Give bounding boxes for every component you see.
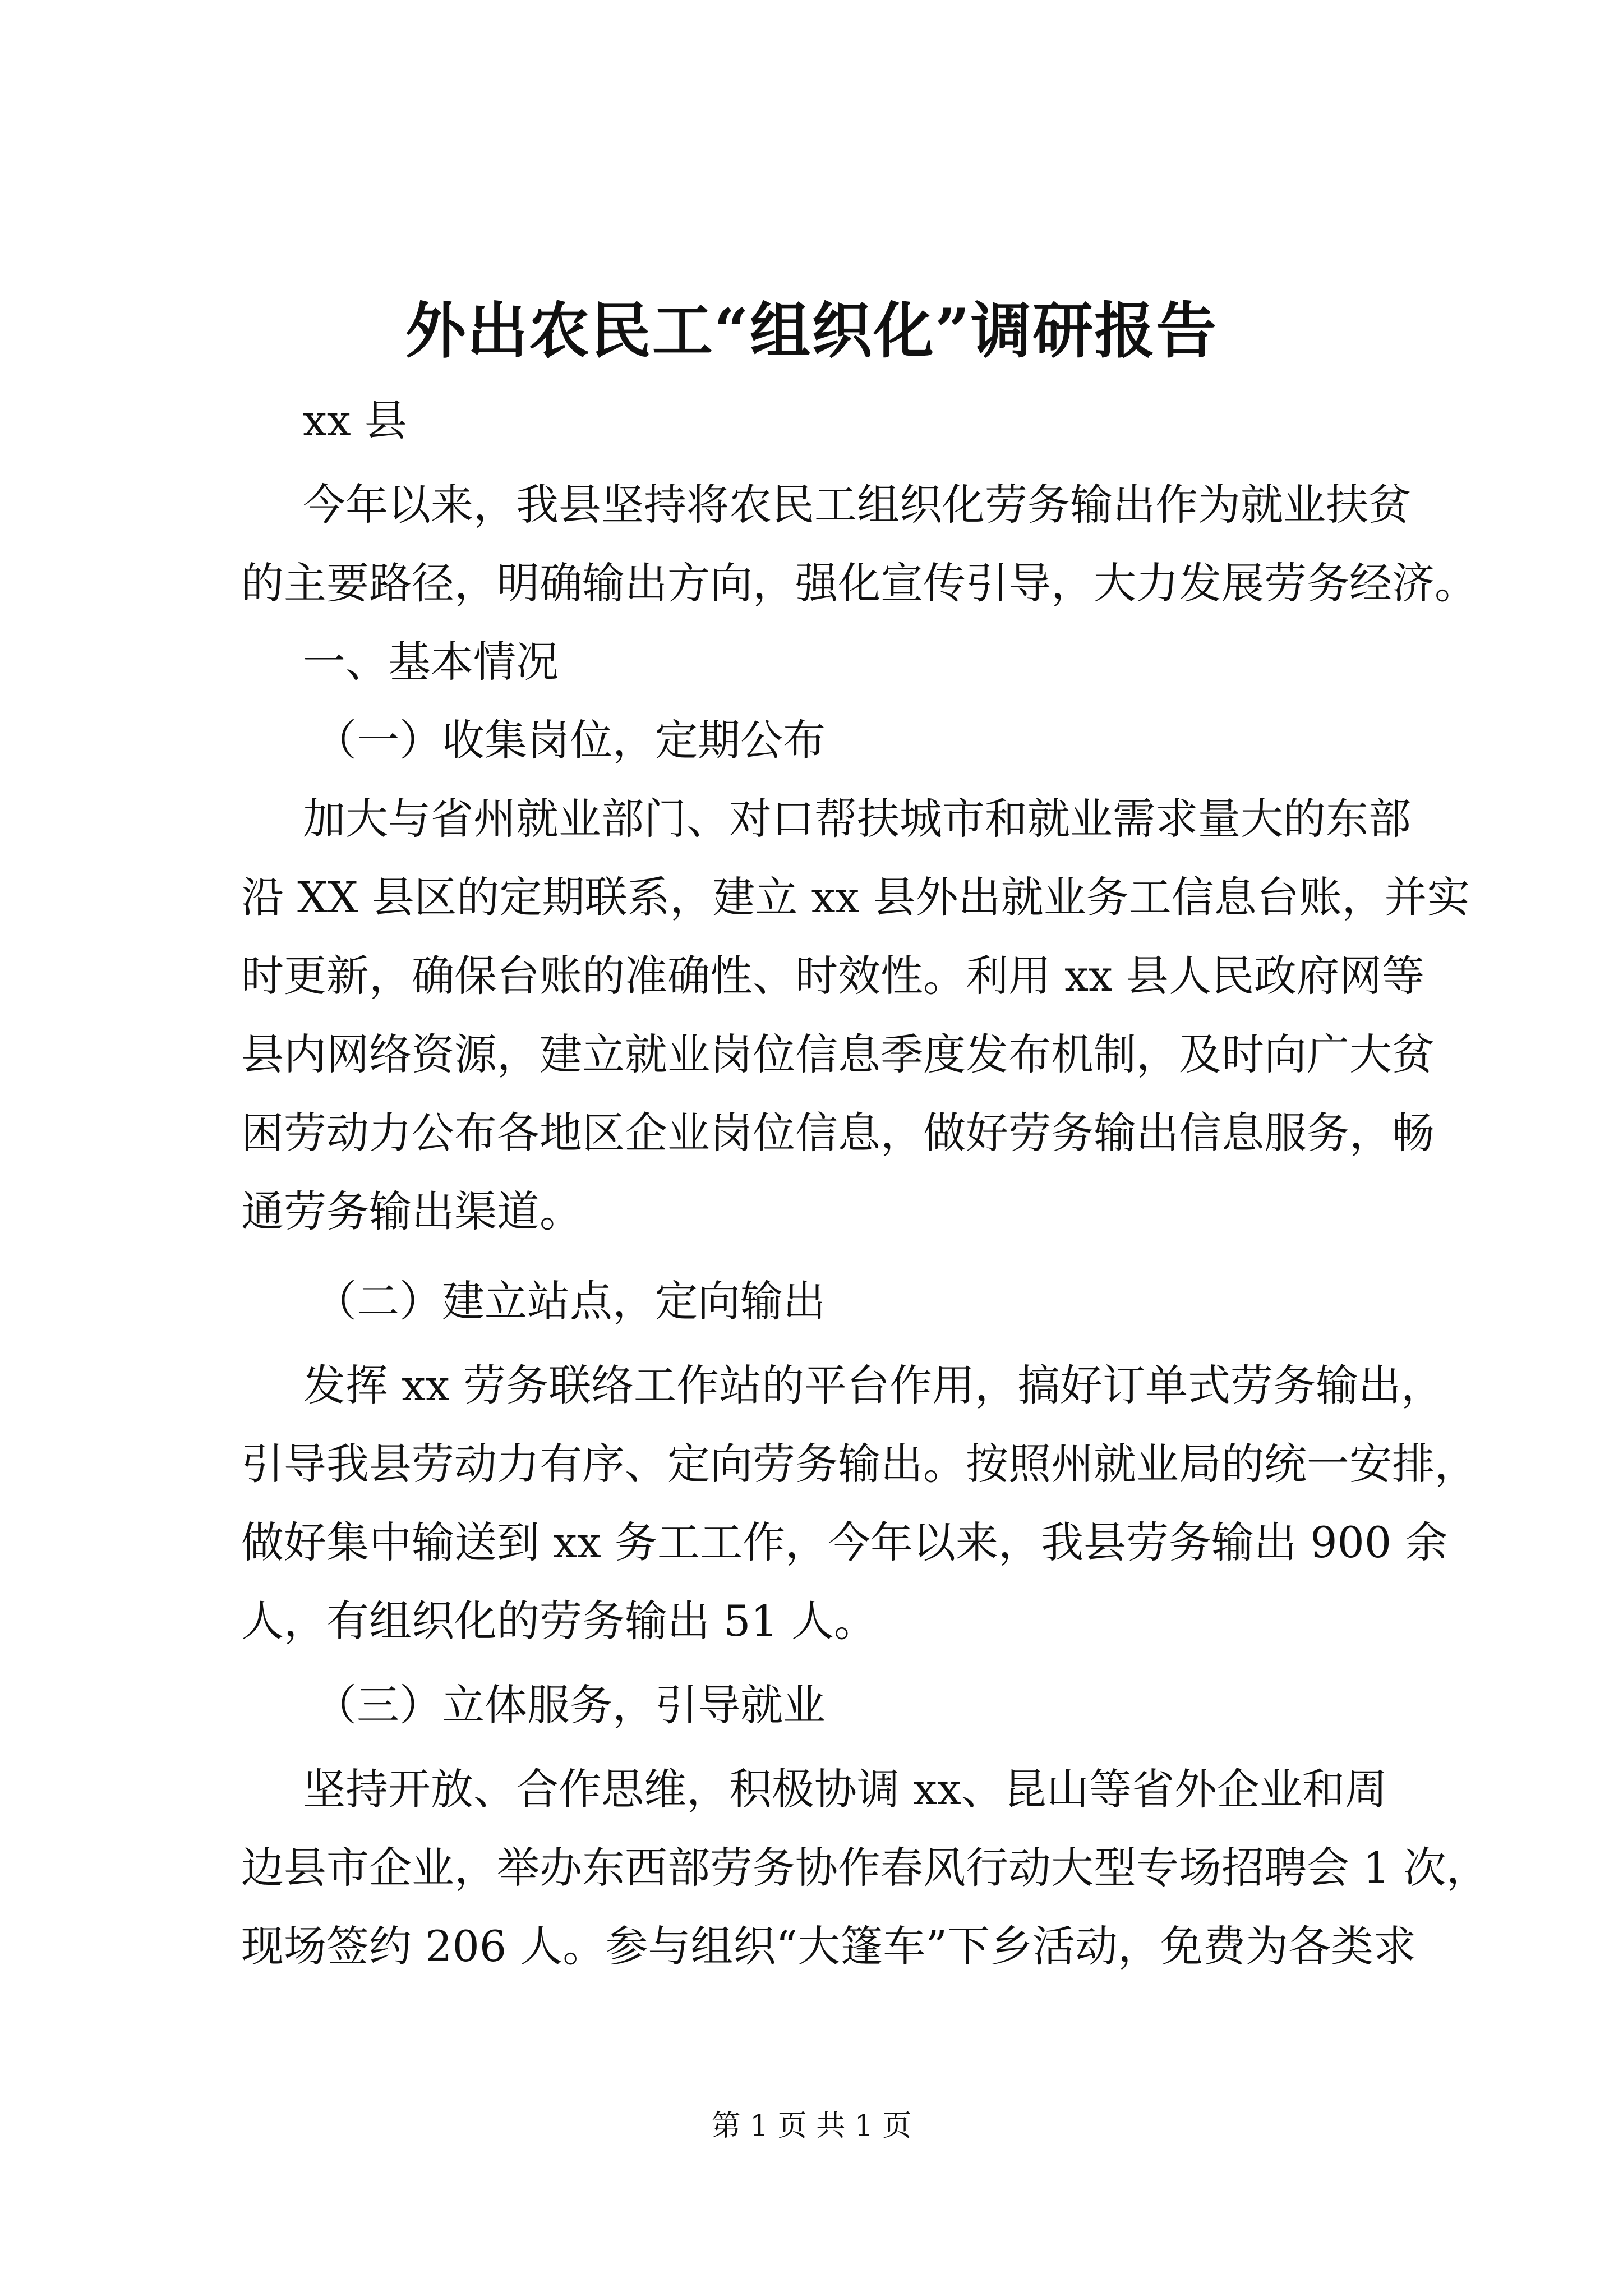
subsection-heading: （三）立体服务，引导就业 bbox=[314, 1680, 826, 1730]
paragraph-line: 人，有组织化的劳务输出 51 人。 bbox=[241, 1596, 877, 1646]
subsection-heading: （一）收集岗位，定期公布 bbox=[314, 715, 826, 765]
paragraph-line: 做好集中输送到 xx 务工工作，今年以来，我县劳务输出 900 余 bbox=[241, 1517, 1448, 1567]
paragraph-line: 困劳动力公布各地区企业岗位信息，做好劳务输出信息服务，畅 bbox=[241, 1108, 1435, 1158]
paragraph-line: 加大与省州就业部门、对口帮扶城市和就业需求量大的东部 bbox=[303, 794, 1411, 844]
paragraph-line: 坚持开放、合作思维，积极协调 xx、昆山等省外企业和周 bbox=[303, 1764, 1387, 1814]
paragraph-line: 今年以来，我县坚持将农民工组织化劳务输出作为就业扶贫 bbox=[303, 480, 1411, 530]
paragraph-line: 通劳务输出渠道。 bbox=[241, 1186, 582, 1236]
subsection-heading: （二）建立站点，定向输出 bbox=[314, 1276, 826, 1326]
document-title: 外出农民工“组织化”调研报告 bbox=[405, 296, 1218, 366]
paragraph-line: 沿 XX 县区的定期联系，建立 xx 县外出就业务工信息台账，并实 bbox=[241, 872, 1470, 922]
paragraph-line: 县内网络资源，建立就业岗位信息季度发布机制，及时向广大贫 bbox=[241, 1029, 1435, 1079]
paragraph-line: 发挥 xx 劳务联络工作站的平台作用，搞好订单式劳务输出， bbox=[303, 1360, 1444, 1410]
paragraph-line: 的主要路径，明确输出方向，强化宣传引导，大力发展劳务经济。 bbox=[241, 558, 1477, 608]
paragraph-line: 现场签约 206 人。参与组织“大篷车”下乡活动，免费为各类求 bbox=[241, 1921, 1417, 1971]
section-heading: 一、基本情况 bbox=[303, 637, 559, 687]
paragraph-line: 边县市企业，举办东西部劳务协作春风行动大型专场招聘会 1 次， bbox=[241, 1843, 1489, 1893]
author-line: xx 县 bbox=[303, 395, 407, 445]
page-footer: 第 1 页 共 1 页 bbox=[711, 2109, 912, 2143]
paragraph-line: 时更新，确保台账的准确性、时效性。利用 xx 县人民政府网等 bbox=[241, 951, 1425, 1001]
paragraph-line: 引导我县劳动力有序、定向劳务输出。按照州就业局的统一安排， bbox=[241, 1439, 1477, 1489]
